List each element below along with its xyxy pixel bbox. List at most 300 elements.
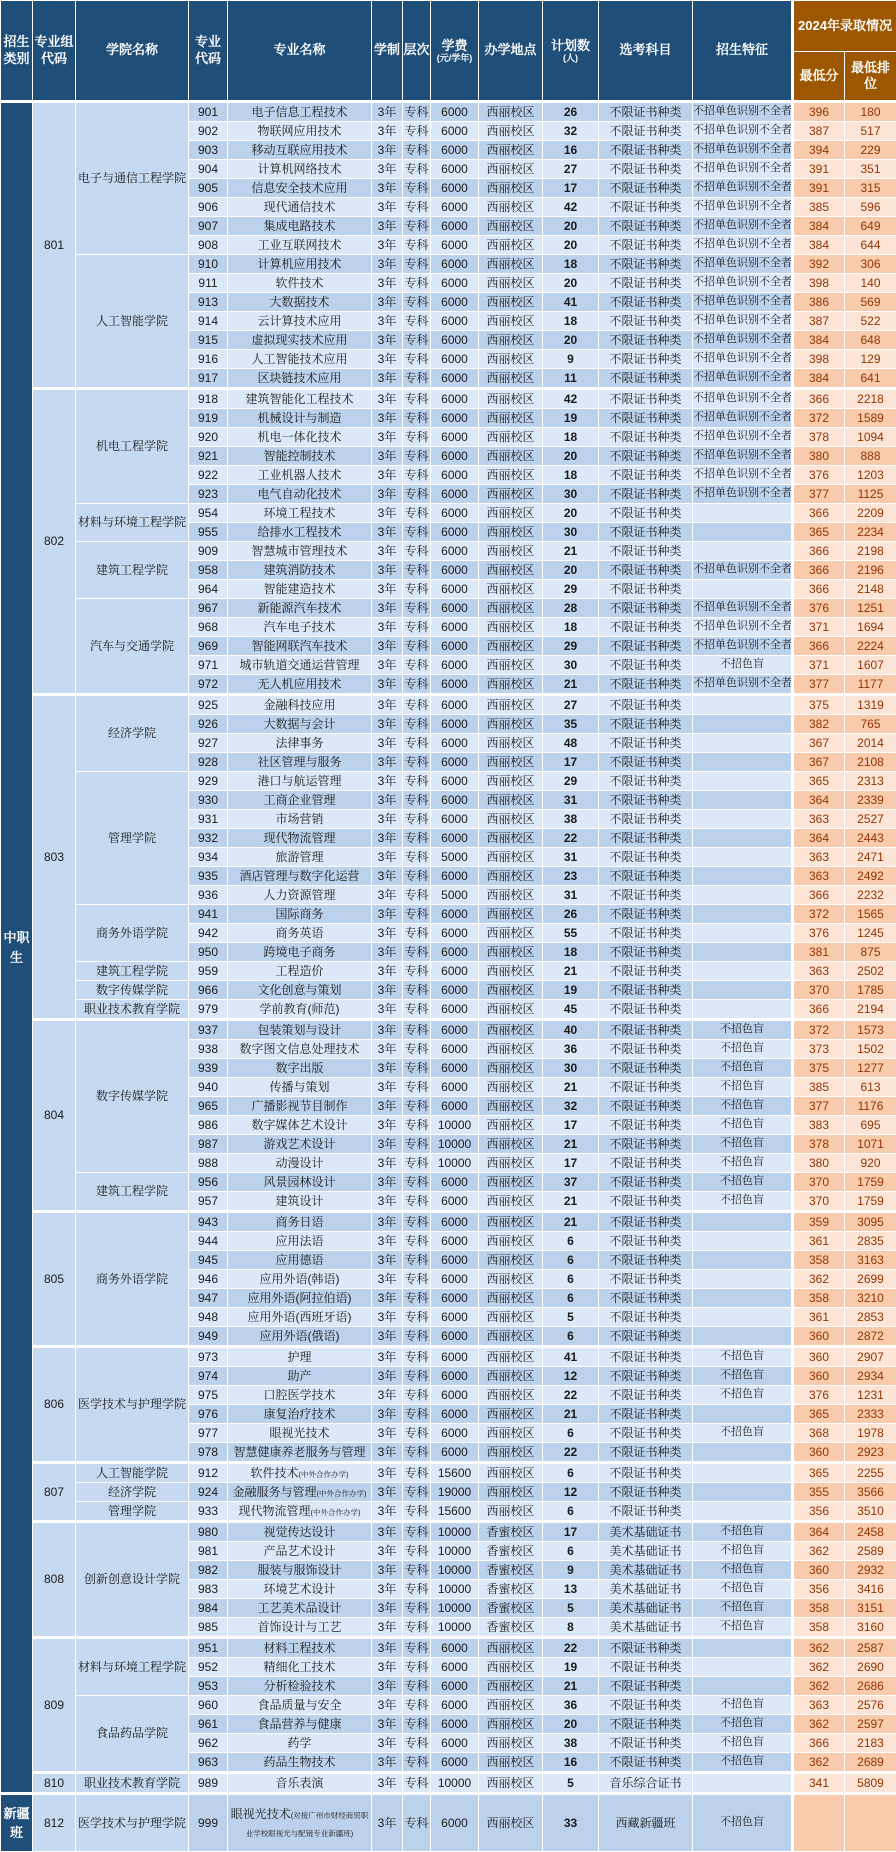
level-cell: 专科 (403, 962, 431, 981)
plan-count-cell: 17 (543, 753, 599, 772)
major-name-cell: 视觉传达设计 (228, 1522, 372, 1542)
major-name-cell: 精细化工技术 (228, 1658, 372, 1677)
min-rank-cell: 2597 (845, 1715, 896, 1734)
subjects-cell: 不限证书种类 (599, 618, 693, 637)
features-cell (693, 1327, 793, 1347)
min-score-cell: 383 (793, 1116, 845, 1135)
location-cell: 西丽校区 (479, 331, 543, 350)
major-code-cell: 903 (189, 141, 228, 160)
features-cell: 不招单色识别不全者 (693, 236, 793, 255)
level-cell: 专科 (403, 1715, 431, 1734)
level-cell: 专科 (403, 561, 431, 580)
major-name-cell: 应用法语 (228, 1232, 372, 1251)
major-name-cell: 应用外语(西班牙语) (228, 1308, 372, 1327)
level-cell: 专科 (403, 867, 431, 886)
level-cell: 专科 (403, 829, 431, 848)
features-cell (693, 1677, 793, 1696)
tuition-cell: 6000 (431, 810, 479, 829)
location-cell: 西丽校区 (479, 886, 543, 905)
min-rank-cell: 3416 (845, 1580, 896, 1599)
tuition-cell: 6000 (431, 428, 479, 447)
location-cell: 西丽校区 (479, 1734, 543, 1753)
major-name-cell: 汽车电子技术 (228, 618, 372, 637)
duration-cell: 3年 (372, 905, 403, 924)
level-cell: 专科 (403, 542, 431, 561)
duration-cell: 3年 (372, 1000, 403, 1020)
major-name-cell: 软件技术(中外合作办学) (228, 1463, 372, 1483)
location-cell: 西丽校区 (479, 369, 543, 389)
plan-count-cell: 9 (543, 350, 599, 369)
location-cell: 西丽校区 (479, 829, 543, 848)
location-cell: 西丽校区 (479, 867, 543, 886)
subjects-cell: 不限证书种类 (599, 656, 693, 675)
plan-count-cell: 55 (543, 924, 599, 943)
level-cell: 专科 (403, 1289, 431, 1308)
min-rank-cell: 1071 (845, 1135, 896, 1154)
major-code-cell: 955 (189, 523, 228, 542)
min-score-cell: 366 (793, 886, 845, 905)
level-cell: 专科 (403, 389, 431, 409)
tuition-cell: 6000 (431, 1638, 479, 1658)
header-duration: 学制 (372, 1, 403, 102)
major-code-cell: 930 (189, 791, 228, 810)
subjects-cell: 不限证书种类 (599, 1638, 693, 1658)
duration-cell: 3年 (372, 1212, 403, 1232)
subjects-cell: 不限证书种类 (599, 485, 693, 504)
features-cell (693, 1232, 793, 1251)
location-cell: 西丽校区 (479, 102, 543, 122)
min-score-cell: 356 (793, 1502, 845, 1522)
group-code-cell: 806 (33, 1347, 76, 1463)
level-cell: 专科 (403, 1794, 431, 1852)
major-name-cell: 商务日语 (228, 1212, 372, 1232)
plan-count-cell: 8 (543, 1618, 599, 1638)
min-score-cell: 370 (793, 1192, 845, 1212)
level-cell: 专科 (403, 618, 431, 637)
plan-count-cell: 30 (543, 656, 599, 675)
major-name-cell: 工程造价 (228, 962, 372, 981)
table-header (1, 1, 896, 102)
level-cell: 专科 (403, 312, 431, 331)
features-cell: 不招色盲 (693, 1580, 793, 1599)
min-rank-cell: 649 (845, 217, 896, 236)
major-name-cell: 风景园林设计 (228, 1173, 372, 1192)
header-min-rank: 最低排位 (845, 52, 896, 102)
min-score-cell: 360 (793, 1347, 845, 1367)
major-name-cell: 城市轨道交通运营管理 (228, 656, 372, 675)
plan-count-cell: 6 (543, 1270, 599, 1289)
min-score-cell: 363 (793, 1696, 845, 1715)
min-rank-cell: 2690 (845, 1658, 896, 1677)
location-cell: 西丽校区 (479, 675, 543, 695)
min-score-cell: 363 (793, 962, 845, 981)
subjects-cell: 不限证书种类 (599, 504, 693, 523)
college-name-cell: 商务外语学院 (76, 1212, 189, 1347)
min-rank-cell: 2339 (845, 791, 896, 810)
location-cell: 西丽校区 (479, 1638, 543, 1658)
header-tuition: 学费 (元/学年) (431, 1, 479, 102)
major-name-cell: 大数据与会计 (228, 715, 372, 734)
min-score-cell: 358 (793, 1599, 845, 1618)
level-cell: 专科 (403, 1173, 431, 1192)
tuition-cell: 10000 (431, 1599, 479, 1618)
min-score-cell: 360 (793, 1561, 845, 1580)
group-code-cell: 810 (33, 1773, 76, 1794)
min-score-cell: 398 (793, 350, 845, 369)
duration-cell: 3年 (372, 331, 403, 350)
level-cell: 专科 (403, 217, 431, 236)
header-features: 招生特征 (693, 1, 793, 102)
level-cell: 专科 (403, 924, 431, 943)
subjects-cell: 不限证书种类 (599, 715, 693, 734)
tuition-cell: 10000 (431, 1522, 479, 1542)
subjects-cell: 不限证书种类 (599, 1232, 693, 1251)
tuition-cell: 6000 (431, 1347, 479, 1367)
tuition-cell: 6000 (431, 542, 479, 561)
major-name-cell: 工商企业管理 (228, 791, 372, 810)
min-score-cell: 366 (793, 504, 845, 523)
min-score-cell: 365 (793, 1463, 845, 1483)
level-cell: 专科 (403, 1580, 431, 1599)
subjects-cell: 不限证书种类 (599, 1154, 693, 1173)
major-name-cell: 新能源汽车技术 (228, 599, 372, 618)
tuition-cell: 6000 (431, 409, 479, 428)
level-cell: 专科 (403, 810, 431, 829)
features-cell: 不招色盲 (693, 1192, 793, 1212)
tuition-cell: 6000 (431, 1020, 479, 1040)
location-cell: 西丽校区 (479, 734, 543, 753)
level-cell: 专科 (403, 1502, 431, 1522)
level-cell: 专科 (403, 1405, 431, 1424)
min-rank-cell: 2686 (845, 1677, 896, 1696)
major-row (1, 1000, 896, 1020)
major-code-cell: 947 (189, 1289, 228, 1308)
major-name-cell: 食品质量与安全 (228, 1696, 372, 1715)
subjects-cell: 不限证书种类 (599, 1424, 693, 1443)
min-score-cell: 359 (793, 1212, 845, 1232)
plan-count-cell: 20 (543, 447, 599, 466)
plan-count-cell: 30 (543, 523, 599, 542)
features-cell: 不招色盲 (693, 1599, 793, 1618)
location-cell: 西丽校区 (479, 1212, 543, 1232)
min-score-cell: 362 (793, 1542, 845, 1561)
plan-count-cell: 6 (543, 1327, 599, 1347)
major-code-cell: 906 (189, 198, 228, 217)
major-name-cell: 建筑智能化工程技术 (228, 389, 372, 409)
min-rank-cell: 2232 (845, 886, 896, 905)
features-cell: 不招色盲 (693, 1753, 793, 1773)
tuition-cell: 6000 (431, 1251, 479, 1270)
min-score-cell: 364 (793, 791, 845, 810)
major-name-cell: 虚拟现实技术应用 (228, 331, 372, 350)
subjects-cell: 不限证书种类 (599, 772, 693, 791)
location-cell: 西丽校区 (479, 1443, 543, 1463)
level-cell: 专科 (403, 1638, 431, 1658)
location-cell: 西丽校区 (479, 428, 543, 447)
level-cell: 专科 (403, 1424, 431, 1443)
subjects-cell: 不限证书种类 (599, 523, 693, 542)
major-name-cell: 机械设计与制造 (228, 409, 372, 428)
major-code-cell: 920 (189, 428, 228, 447)
major-name-cell: 首饰设计与工艺 (228, 1618, 372, 1638)
tuition-cell: 6000 (431, 141, 479, 160)
major-name-cell: 口腔医学技术 (228, 1386, 372, 1405)
college-name-cell: 人工智能学院 (76, 255, 189, 389)
tuition-cell: 10000 (431, 1580, 479, 1599)
duration-cell: 3年 (372, 1483, 403, 1502)
tuition-cell: 10000 (431, 1116, 479, 1135)
features-cell: 不招色盲 (693, 1078, 793, 1097)
min-score-cell: 382 (793, 715, 845, 734)
major-code-cell: 904 (189, 160, 228, 179)
major-code-cell: 937 (189, 1020, 228, 1040)
features-cell (693, 1000, 793, 1020)
duration-cell: 3年 (372, 1773, 403, 1794)
duration-cell: 3年 (372, 1658, 403, 1677)
tuition-cell: 6000 (431, 255, 479, 274)
min-rank-cell: 2689 (845, 1753, 896, 1773)
tuition-cell: 6000 (431, 1212, 479, 1232)
tuition-cell: 15600 (431, 1463, 479, 1483)
subjects-cell: 不限证书种类 (599, 1097, 693, 1116)
duration-cell: 3年 (372, 1443, 403, 1463)
min-rank-cell: 2835 (845, 1232, 896, 1251)
major-code-cell: 921 (189, 447, 228, 466)
min-score-cell: 376 (793, 599, 845, 618)
min-rank-cell: 2224 (845, 637, 896, 656)
plan-count-cell: 40 (543, 1020, 599, 1040)
level-cell: 专科 (403, 409, 431, 428)
tuition-cell: 6000 (431, 943, 479, 962)
major-name-cell: 应用外语(韩语) (228, 1270, 372, 1289)
min-rank-cell: 1759 (845, 1173, 896, 1192)
features-cell (693, 848, 793, 867)
min-score-cell: 364 (793, 1522, 845, 1542)
major-name-cell: 文化创意与策划 (228, 981, 372, 1000)
min-rank-cell: 875 (845, 943, 896, 962)
major-name-cell: 机电一体化技术 (228, 428, 372, 447)
major-code-cell: 922 (189, 466, 228, 485)
features-cell (693, 1405, 793, 1424)
subjects-cell: 美术基础证书 (599, 1522, 693, 1542)
min-score-cell: 367 (793, 734, 845, 753)
min-score-cell: 398 (793, 274, 845, 293)
major-code-cell: 933 (189, 1502, 228, 1522)
features-cell: 不招单色识别不全者 (693, 179, 793, 198)
major-name-cell: 大数据技术 (228, 293, 372, 312)
min-score-cell: 375 (793, 1059, 845, 1078)
min-rank-cell: 695 (845, 1116, 896, 1135)
tuition-cell: 6000 (431, 331, 479, 350)
min-score-cell: 362 (793, 1658, 845, 1677)
plan-count-cell: 17 (543, 1116, 599, 1135)
major-name-cell: 旅游管理 (228, 848, 372, 867)
duration-cell: 3年 (372, 848, 403, 867)
location-cell: 西丽校区 (479, 753, 543, 772)
location-cell: 西丽校区 (479, 274, 543, 293)
features-cell (693, 734, 793, 753)
location-cell: 西丽校区 (479, 1715, 543, 1734)
min-rank-cell: 2209 (845, 504, 896, 523)
plan-count-cell: 12 (543, 1483, 599, 1502)
location-cell: 西丽校区 (479, 810, 543, 829)
duration-cell: 3年 (372, 274, 403, 293)
major-name-cell: 智慧健康养老服务与管理 (228, 1443, 372, 1463)
features-cell (693, 580, 793, 599)
duration-cell: 3年 (372, 734, 403, 753)
plan-count-cell: 22 (543, 829, 599, 848)
major-name-cell: 分析检验技术 (228, 1677, 372, 1696)
level-cell: 专科 (403, 1308, 431, 1327)
duration-cell: 3年 (372, 618, 403, 637)
min-score-cell: 384 (793, 331, 845, 350)
duration-cell: 3年 (372, 772, 403, 791)
duration-cell: 3年 (372, 141, 403, 160)
category-cell: 新疆班 (1, 1794, 33, 1852)
min-rank-cell: 920 (845, 1154, 896, 1173)
major-row (1, 1502, 896, 1522)
subjects-cell: 不限证书种类 (599, 1753, 693, 1773)
location-cell: 西丽校区 (479, 1251, 543, 1270)
plan-count-cell: 18 (543, 255, 599, 274)
min-rank-cell: 2234 (845, 523, 896, 542)
plan-count-cell: 35 (543, 715, 599, 734)
features-cell: 不招色盲 (693, 1135, 793, 1154)
major-name-cell: 移动互联应用技术 (228, 141, 372, 160)
major-code-cell: 975 (189, 1386, 228, 1405)
duration-cell: 3年 (372, 791, 403, 810)
major-code-cell: 913 (189, 293, 228, 312)
duration-cell: 3年 (372, 1308, 403, 1327)
college-name-cell: 食品药品学院 (76, 1696, 189, 1773)
major-code-cell: 918 (189, 389, 228, 409)
major-code-cell: 943 (189, 1212, 228, 1232)
college-name-cell: 材料与环境工程学院 (76, 1638, 189, 1696)
features-cell: 不招单色识别不全者 (693, 618, 793, 637)
features-cell: 不招色盲 (693, 1116, 793, 1135)
major-code-cell: 951 (189, 1638, 228, 1658)
location-cell: 西丽校区 (479, 409, 543, 428)
tuition-cell: 6000 (431, 447, 479, 466)
duration-cell: 3年 (372, 1638, 403, 1658)
subjects-cell: 不限证书种类 (599, 753, 693, 772)
major-code-cell: 969 (189, 637, 228, 656)
min-score-cell: 394 (793, 141, 845, 160)
tuition-cell: 6000 (431, 1232, 479, 1251)
major-row (1, 695, 896, 715)
category-cell: 中职生 (1, 102, 33, 1794)
major-code-cell: 915 (189, 331, 228, 350)
min-score-cell: 362 (793, 1753, 845, 1773)
plan-count-cell: 6 (543, 1502, 599, 1522)
plan-count-cell: 22 (543, 1443, 599, 1463)
major-name-cell: 应用外语(俄语) (228, 1327, 372, 1347)
duration-cell: 3年 (372, 1173, 403, 1192)
min-score-cell: 360 (793, 1367, 845, 1386)
min-score-cell: 377 (793, 675, 845, 695)
level-cell: 专科 (403, 160, 431, 179)
features-cell: 不招色盲 (693, 1794, 793, 1852)
major-code-cell: 919 (189, 409, 228, 428)
tuition-cell: 6000 (431, 466, 479, 485)
min-rank-cell: 2108 (845, 753, 896, 772)
duration-cell: 3年 (372, 1270, 403, 1289)
features-cell: 不招色盲 (693, 1059, 793, 1078)
min-rank-cell: 2527 (845, 810, 896, 829)
plan-count-cell: 6 (543, 1542, 599, 1561)
min-rank-cell: 306 (845, 255, 896, 274)
duration-cell: 3年 (372, 1753, 403, 1773)
min-rank-cell: 2333 (845, 1405, 896, 1424)
college-name-cell: 机电工程学院 (76, 389, 189, 504)
tuition-cell: 6000 (431, 656, 479, 675)
major-name-note: (中外合作办学) (317, 1489, 367, 1498)
location-cell: 西丽校区 (479, 1483, 543, 1502)
subjects-cell: 不限证书种类 (599, 1463, 693, 1483)
duration-cell: 3年 (372, 1794, 403, 1852)
features-cell: 不招单色识别不全者 (693, 198, 793, 217)
level-cell: 专科 (403, 331, 431, 350)
plan-count-cell: 36 (543, 1696, 599, 1715)
min-score-cell: 355 (793, 1483, 845, 1502)
min-score-cell: 376 (793, 924, 845, 943)
min-score-cell: 371 (793, 656, 845, 675)
major-row (1, 1773, 896, 1794)
location-cell: 西丽校区 (479, 1405, 543, 1424)
plan-count-cell: 30 (543, 1059, 599, 1078)
location-cell: 西丽校区 (479, 1020, 543, 1040)
plan-count-cell: 42 (543, 198, 599, 217)
subjects-cell: 不限证书种类 (599, 734, 693, 753)
min-score-cell: 378 (793, 1135, 845, 1154)
features-cell (693, 905, 793, 924)
level-cell: 专科 (403, 943, 431, 962)
college-name-cell: 职业技术教育学院 (76, 1000, 189, 1020)
plan-count-cell: 11 (543, 369, 599, 389)
level-cell: 专科 (403, 1097, 431, 1116)
min-rank-cell: 1245 (845, 924, 896, 943)
features-cell: 不招单色识别不全者 (693, 141, 793, 160)
major-name-cell: 音乐表演 (228, 1773, 372, 1794)
level-cell: 专科 (403, 1251, 431, 1270)
plan-count-cell: 18 (543, 428, 599, 447)
features-cell (693, 504, 793, 523)
min-score-cell: 371 (793, 618, 845, 637)
features-cell (693, 1443, 793, 1463)
features-cell: 不招单色识别不全者 (693, 255, 793, 274)
major-code-cell: 964 (189, 580, 228, 599)
subjects-cell: 不限证书种类 (599, 829, 693, 848)
duration-cell: 3年 (372, 1116, 403, 1135)
min-score-cell: 384 (793, 217, 845, 236)
group-code-cell: 805 (33, 1212, 76, 1347)
level-cell: 专科 (403, 599, 431, 618)
group-code-cell: 803 (33, 695, 76, 1020)
location-cell: 西丽校区 (479, 1232, 543, 1251)
subjects-cell: 不限证书种类 (599, 561, 693, 580)
level-cell: 专科 (403, 274, 431, 293)
features-cell (693, 1773, 793, 1794)
college-name-cell: 数字传媒学院 (76, 1020, 189, 1173)
major-name-cell: 建筑消防技术 (228, 561, 372, 580)
location-cell: 西丽校区 (479, 599, 543, 618)
min-rank-cell: 2471 (845, 848, 896, 867)
subjects-cell: 不限证书种类 (599, 1059, 693, 1078)
min-rank-cell: 2458 (845, 1522, 896, 1542)
min-rank-cell: 1785 (845, 981, 896, 1000)
plan-count-cell: 20 (543, 504, 599, 523)
duration-cell: 3年 (372, 1618, 403, 1638)
